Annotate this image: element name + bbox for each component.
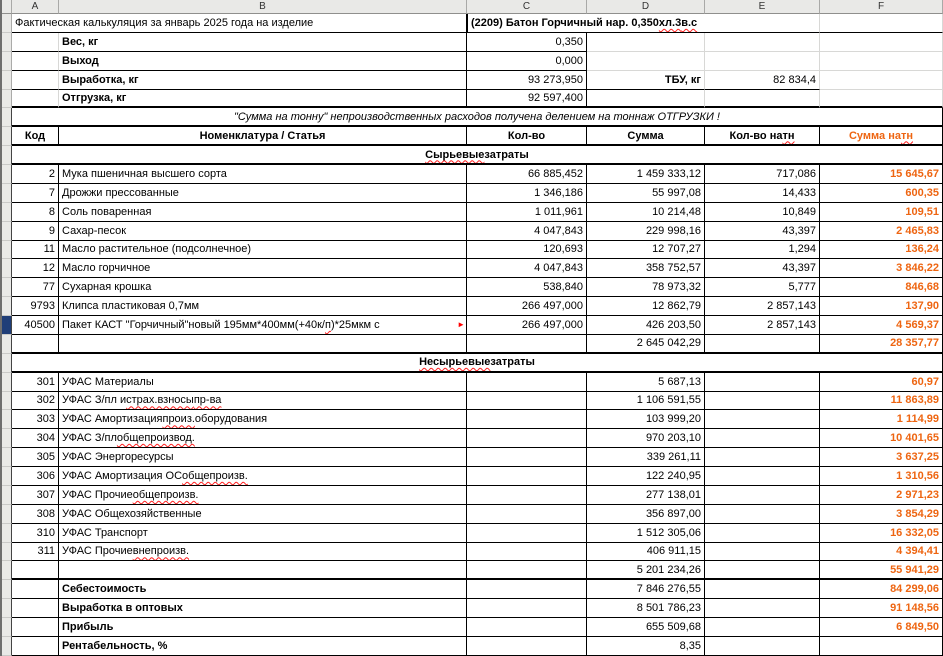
cell-qty[interactable]: [467, 467, 587, 486]
cell-sum[interactable]: 122 240,95: [587, 467, 705, 486]
row-header[interactable]: [2, 580, 12, 599]
empty-cell[interactable]: [467, 561, 587, 580]
table-row: [2, 429, 943, 448]
cell-qty[interactable]: [467, 505, 587, 524]
cell-qty-per-ton[interactable]: [705, 486, 820, 505]
cell-sum-per-ton[interactable]: 600,35: [820, 184, 943, 203]
cell-sum[interactable]: 12 862,79: [587, 297, 705, 316]
table-row: [2, 297, 943, 316]
cell-sum-per-ton[interactable]: 136,24: [820, 241, 943, 260]
summary-label-cell[interactable]: Рентабельность, %: [59, 637, 467, 656]
section-title-cell[interactable]: [12, 354, 943, 373]
cell-sum[interactable]: 1 459 333,12: [587, 165, 705, 184]
cell-sum-per-ton[interactable]: 11 863,89: [820, 392, 943, 411]
cell-sum-per-ton[interactable]: 1 310,56: [820, 467, 943, 486]
cell-qty[interactable]: [467, 448, 587, 467]
header-sum-per-ton[interactable]: [820, 127, 943, 146]
column-header-e[interactable]: E: [705, 0, 820, 14]
table-row: [2, 373, 943, 392]
info-value-cell[interactable]: 0,350: [467, 33, 587, 52]
cell-qty-per-ton[interactable]: 1,294: [705, 241, 820, 260]
row-header[interactable]: [2, 316, 12, 335]
section-total-row: [2, 561, 943, 580]
cell-qty[interactable]: 4 047,843: [467, 259, 587, 278]
cell-code[interactable]: 306: [12, 467, 59, 486]
table-row: [2, 543, 943, 562]
total-sum-per-ton-cell[interactable]: 28 357,77: [820, 335, 943, 354]
cell-qty-per-ton[interactable]: 10,849: [705, 203, 820, 222]
row-header[interactable]: [2, 108, 12, 127]
cell-code[interactable]: 302: [12, 392, 59, 411]
row-header[interactable]: [2, 543, 12, 562]
cell-qty-per-ton[interactable]: [705, 524, 820, 543]
table-row: [2, 410, 943, 429]
tbu-value-cell[interactable]: 82 834,4: [705, 71, 820, 90]
cell-code[interactable]: 40500: [12, 316, 59, 335]
column-header-band: [2, 0, 943, 14]
summary-sum-cell[interactable]: 8,35: [587, 637, 705, 656]
cell-code[interactable]: 11: [12, 241, 59, 260]
cell-name[interactable]: Сахар-песок: [59, 222, 467, 241]
summary-sum-per-ton-cell[interactable]: 6 849,50: [820, 618, 943, 637]
table-row: [2, 467, 943, 486]
info-row: [2, 33, 943, 52]
row-header[interactable]: [2, 165, 12, 184]
row-header[interactable]: [2, 33, 12, 52]
product-title-cell[interactable]: [467, 14, 820, 33]
table-row: [2, 392, 943, 411]
summary-sum-per-ton-cell[interactable]: 84 299,06: [820, 580, 943, 599]
table-row: [2, 448, 943, 467]
empty-cell[interactable]: [12, 33, 59, 52]
cell-code[interactable]: 311: [12, 543, 59, 562]
misspelled-text: произ.: [162, 413, 195, 426]
row-header[interactable]: [2, 392, 12, 411]
table-row: [2, 505, 943, 524]
row-header[interactable]: [2, 524, 12, 543]
cell-code[interactable]: 9: [12, 222, 59, 241]
row-header[interactable]: [2, 618, 12, 637]
empty-cell[interactable]: [467, 637, 587, 656]
row-header[interactable]: [2, 335, 12, 354]
total-sum-cell[interactable]: 2 645 042,29: [587, 335, 705, 354]
cell-qty[interactable]: [467, 486, 587, 505]
cell-qty-per-ton[interactable]: 2 857,143: [705, 316, 820, 335]
row-header[interactable]: [2, 429, 12, 448]
section-title-row: [2, 146, 943, 165]
misspelled-text: страх.взносы: [126, 394, 194, 407]
info-value-cell[interactable]: 93 273,950: [467, 71, 587, 90]
text: оборудования: [194, 413, 268, 426]
tbu-label-cell[interactable]: [587, 90, 705, 109]
cell-code[interactable]: 7: [12, 184, 59, 203]
row-header[interactable]: [2, 146, 12, 165]
row-header[interactable]: [2, 14, 12, 33]
cell-qty[interactable]: [467, 429, 587, 448]
table-row: [2, 203, 943, 222]
table-row: [2, 316, 943, 335]
misspelled-text: в.с: [681, 16, 698, 29]
row-header[interactable]: [2, 637, 12, 656]
summary-sum-per-ton-cell[interactable]: [820, 637, 943, 656]
cell-sum-per-ton[interactable]: 137,90: [820, 297, 943, 316]
cell-qty-per-ton[interactable]: [705, 392, 820, 411]
cell-sum[interactable]: 358 752,57: [587, 259, 705, 278]
cell-sum-per-ton[interactable]: 2 465,83: [820, 222, 943, 241]
empty-cell[interactable]: [12, 71, 59, 90]
cell-qty-per-ton[interactable]: 43,397: [705, 222, 820, 241]
cell-sum[interactable]: 426 203,50: [587, 316, 705, 335]
header-code[interactable]: Код: [12, 127, 59, 146]
cell-name[interactable]: Соль поваренная: [59, 203, 467, 222]
row-header[interactable]: [2, 561, 12, 580]
row-header[interactable]: [2, 241, 12, 260]
summary-label-cell[interactable]: Прибыль: [59, 618, 467, 637]
cell-name[interactable]: Мука пшеничная высшего сорта: [59, 165, 467, 184]
cell-sum[interactable]: 277 138,01: [587, 486, 705, 505]
misspelled-text: внепроизв.: [132, 545, 190, 558]
cell-name[interactable]: Клипса пластиковая 0,7мм: [59, 297, 467, 316]
row-header[interactable]: [2, 222, 12, 241]
cell-sum[interactable]: 406 911,15: [587, 543, 705, 562]
cell-sum[interactable]: 78 973,32: [587, 278, 705, 297]
column-header-f[interactable]: F: [820, 0, 943, 14]
empty-cell[interactable]: [820, 33, 943, 52]
text: затраты: [490, 356, 535, 369]
cell-name[interactable]: УФАС Материалы: [59, 373, 467, 392]
summary-row: [2, 618, 943, 637]
info-label-cell[interactable]: Вес, кг: [59, 33, 467, 52]
table-row: [2, 259, 943, 278]
table-header-row: [2, 127, 943, 146]
empty-cell[interactable]: [705, 637, 820, 656]
empty-cell[interactable]: [467, 599, 587, 618]
table-row: [2, 524, 943, 543]
cell-sum[interactable]: 55 997,08: [587, 184, 705, 203]
table-row: [2, 241, 943, 260]
empty-cell[interactable]: [12, 90, 59, 109]
cell-code[interactable]: 2: [12, 165, 59, 184]
cell-code[interactable]: 9793: [12, 297, 59, 316]
info-label-cell[interactable]: Выработка, кг: [59, 71, 467, 90]
empty-cell[interactable]: [820, 52, 943, 71]
cell-sum-per-ton[interactable]: 10 401,65: [820, 429, 943, 448]
summary-sum-cell[interactable]: 8 501 786,23: [587, 599, 705, 618]
empty-cell[interactable]: [12, 599, 59, 618]
column-header-c[interactable]: C: [467, 0, 587, 14]
cell-qty[interactable]: 4 047,843: [467, 222, 587, 241]
empty-cell[interactable]: [467, 618, 587, 637]
empty-cell[interactable]: [705, 580, 820, 599]
cell-qty[interactable]: [467, 392, 587, 411]
misspelled-text: Несырьевые: [419, 356, 491, 369]
info-value-cell[interactable]: 92 597,400: [467, 90, 587, 109]
cell-sum-per-ton[interactable]: 15 645,67: [820, 165, 943, 184]
cell-qty-per-ton[interactable]: [705, 505, 820, 524]
cell-sum-per-ton[interactable]: 4 394,41: [820, 543, 943, 562]
misspelled-text: общепроизв.: [182, 469, 248, 482]
cell-sum[interactable]: 356 897,00: [587, 505, 705, 524]
cell-qty-per-ton[interactable]: [705, 467, 820, 486]
total-sum-cell[interactable]: 5 201 234,26: [587, 561, 705, 580]
misspelled-text: Сырьевые: [425, 148, 485, 161]
sheet-body: [2, 14, 943, 656]
cell-name[interactable]: [59, 392, 467, 411]
cell-qty[interactable]: 266 497,000: [467, 297, 587, 316]
summary-row: [2, 637, 943, 656]
cell-qty[interactable]: 538,840: [467, 278, 587, 297]
row-header[interactable]: [2, 90, 12, 109]
text: Сумма на: [848, 129, 901, 142]
cell-code[interactable]: 8: [12, 203, 59, 222]
cell-name[interactable]: УФАС Транспорт: [59, 524, 467, 543]
empty-cell[interactable]: [12, 580, 59, 599]
row-header[interactable]: [2, 354, 12, 373]
row-header[interactable]: [2, 467, 12, 486]
cell-qty[interactable]: 66 885,452: [467, 165, 587, 184]
summary-row: [2, 580, 943, 599]
summary-sum-per-ton-cell[interactable]: 91 148,56: [820, 599, 943, 618]
cell-code[interactable]: 310: [12, 524, 59, 543]
column-header-d[interactable]: D: [587, 0, 705, 14]
empty-cell[interactable]: [820, 90, 943, 109]
summary-sum-cell[interactable]: 7 846 276,55: [587, 580, 705, 599]
text: Пакет КАСТ "Горчичный"новый 195мм*400мм(+40к/: [62, 318, 325, 331]
row-header[interactable]: [2, 297, 12, 316]
cell-code[interactable]: 77: [12, 278, 59, 297]
cell-name[interactable]: [59, 543, 467, 562]
header-sum[interactable]: Сумма: [587, 127, 705, 146]
empty-cell[interactable]: [820, 14, 943, 33]
tbu-label-cell[interactable]: [587, 52, 705, 71]
text: Кол-во на: [729, 129, 783, 142]
row-header[interactable]: [2, 184, 12, 203]
info-label-cell[interactable]: Отгрузка, кг: [59, 90, 467, 109]
table-row: [2, 165, 943, 184]
cell-qty-per-ton[interactable]: 717,086: [705, 165, 820, 184]
cell-sum[interactable]: 12 707,27: [587, 241, 705, 260]
cell-sum[interactable]: 1 512 305,06: [587, 524, 705, 543]
cell-sum-per-ton[interactable]: 2 971,23: [820, 486, 943, 505]
table-row: [2, 184, 943, 203]
info-row: [2, 52, 943, 71]
note-row: [2, 108, 943, 127]
row-header[interactable]: [2, 410, 12, 429]
tbu-label-cell[interactable]: ТБУ, кг: [587, 71, 705, 90]
cell-sum-per-ton[interactable]: 3 846,22: [820, 259, 943, 278]
empty-cell[interactable]: [12, 561, 59, 580]
tbu-label-cell[interactable]: [587, 33, 705, 52]
summary-label-cell[interactable]: Выработка в оптовых: [59, 599, 467, 618]
empty-cell[interactable]: [467, 580, 587, 599]
cell-name[interactable]: [59, 486, 467, 505]
select-all-corner[interactable]: [2, 0, 12, 14]
section-title-row: [2, 354, 943, 373]
row-header[interactable]: [2, 259, 12, 278]
misspelled-text: пр-ва: [193, 394, 222, 407]
column-header-a[interactable]: A: [12, 0, 59, 14]
cell-name[interactable]: Сухарная крошка: [59, 278, 467, 297]
cell-sum[interactable]: 10 214,48: [587, 203, 705, 222]
text: УФАС Прочие: [62, 488, 133, 501]
section-title-cell[interactable]: [12, 146, 943, 165]
misspelled-text: общепроизв.: [132, 488, 199, 501]
cell-qty[interactable]: [467, 524, 587, 543]
cell-sum-per-ton[interactable]: 1 114,99: [820, 410, 943, 429]
cell-sum[interactable]: 339 261,11: [587, 448, 705, 467]
row-header[interactable]: [2, 599, 12, 618]
empty-cell[interactable]: [12, 52, 59, 71]
text: (2209) Батон Горчичный нар. 0,350: [471, 16, 659, 29]
cell-sum-per-ton[interactable]: 3 637,25: [820, 448, 943, 467]
empty-cell[interactable]: [705, 599, 820, 618]
header-name[interactable]: Номенклатура / Статья: [59, 127, 467, 146]
header-qty[interactable]: Кол-во: [467, 127, 587, 146]
cell-qty-per-ton[interactable]: [705, 429, 820, 448]
column-header-b[interactable]: B: [59, 0, 467, 14]
summary-label-cell[interactable]: Себестоимость: [59, 580, 467, 599]
misspelled-text: тн: [900, 129, 913, 142]
row-header[interactable]: [2, 71, 12, 90]
cell-name[interactable]: УФАС Энергоресурсы: [59, 448, 467, 467]
cell-qty[interactable]: [467, 373, 587, 392]
info-row: [2, 90, 943, 109]
cell-code[interactable]: 304: [12, 429, 59, 448]
header-qty-per-ton[interactable]: [705, 127, 820, 146]
cell-sum-per-ton[interactable]: 16 332,05: [820, 524, 943, 543]
cell-name[interactable]: Масло растительное (подсолнечное): [59, 241, 467, 260]
cell-qty-per-ton[interactable]: [705, 448, 820, 467]
cell-qty-per-ton[interactable]: [705, 543, 820, 562]
empty-cell[interactable]: [12, 637, 59, 656]
text: )*25мкм с: [330, 318, 380, 331]
text: УФАС Амортизация ОС: [62, 469, 183, 482]
cell-qty[interactable]: 1 346,186: [467, 184, 587, 203]
row-header[interactable]: [2, 486, 12, 505]
info-label-cell[interactable]: Выход: [59, 52, 467, 71]
tbu-value-cell[interactable]: [705, 33, 820, 52]
total-sum-per-ton-cell[interactable]: 55 941,29: [820, 561, 943, 580]
text: УФАС З/пл: [62, 432, 117, 445]
table-row: [2, 486, 943, 505]
cell-sum[interactable]: 5 687,13: [587, 373, 705, 392]
cell-code[interactable]: 12: [12, 259, 59, 278]
cell-sum[interactable]: 103 999,20: [587, 410, 705, 429]
cell-code[interactable]: 301: [12, 373, 59, 392]
section-total-row: [2, 335, 943, 354]
cell-qty[interactable]: 1 011,961: [467, 203, 587, 222]
empty-cell[interactable]: [705, 618, 820, 637]
table-row: [2, 222, 943, 241]
cell-sum[interactable]: 970 203,10: [587, 429, 705, 448]
misspelled-text: хл.3: [658, 16, 682, 29]
row-header[interactable]: [2, 52, 12, 71]
text: УФАС Амортизация: [62, 413, 163, 426]
tbu-value-cell[interactable]: [705, 90, 820, 109]
misspelled-text: тн: [782, 129, 795, 142]
title-row: [2, 14, 943, 33]
cell-code[interactable]: 303: [12, 410, 59, 429]
cell-qty[interactable]: [467, 543, 587, 562]
cell-sum-per-ton[interactable]: 3 854,29: [820, 505, 943, 524]
cell-name[interactable]: [59, 410, 467, 429]
text: УФАС Прочие: [62, 545, 133, 558]
text: затраты: [484, 148, 529, 161]
note-cell[interactable]: "Сумма на тонну" непроизводственных расходов получена делением на тоннаж ОТГРУЗКИ !: [12, 108, 943, 127]
cell-qty-per-ton[interactable]: 14,433: [705, 184, 820, 203]
cell-qty-per-ton[interactable]: 43,397: [705, 259, 820, 278]
text-overflow-marker: ►: [457, 319, 465, 329]
row-header[interactable]: [2, 127, 12, 146]
table-row: [2, 278, 943, 297]
cell-sum[interactable]: 229 998,16: [587, 222, 705, 241]
misspelled-text: п: [325, 318, 331, 331]
cell-sum-per-ton[interactable]: 846,68: [820, 278, 943, 297]
cell-code[interactable]: 308: [12, 505, 59, 524]
cell-name[interactable]: [59, 316, 467, 335]
cell-sum-per-ton[interactable]: 109,51: [820, 203, 943, 222]
cell-name[interactable]: [59, 467, 467, 486]
row-header[interactable]: [2, 448, 12, 467]
doc-title-cell[interactable]: Фактическая калькуляция за январь 2025 года на изделие: [12, 14, 467, 33]
info-row: [2, 71, 943, 90]
empty-cell[interactable]: [12, 618, 59, 637]
info-value-cell[interactable]: 0,000: [467, 52, 587, 71]
empty-cell[interactable]: [59, 561, 467, 580]
cell-qty-per-ton[interactable]: [705, 410, 820, 429]
empty-cell[interactable]: [12, 335, 59, 354]
row-header[interactable]: [2, 278, 12, 297]
text: УФАС З/пл и: [62, 394, 127, 407]
empty-cell[interactable]: [705, 561, 820, 580]
misspelled-text: общепроизвод.: [116, 432, 195, 445]
row-header[interactable]: [2, 203, 12, 222]
summary-row: [2, 599, 943, 618]
cell-sum-per-ton[interactable]: 4 569,37: [820, 316, 943, 335]
tbu-value-cell[interactable]: [705, 52, 820, 71]
cell-qty[interactable]: 120,693: [467, 241, 587, 260]
cell-qty-per-ton[interactable]: [705, 373, 820, 392]
empty-cell[interactable]: [59, 335, 467, 354]
cell-code[interactable]: 305: [12, 448, 59, 467]
cell-qty-per-ton[interactable]: 5,777: [705, 278, 820, 297]
cell-qty-per-ton[interactable]: 2 857,143: [705, 297, 820, 316]
empty-cell[interactable]: [467, 335, 587, 354]
cell-qty[interactable]: [467, 410, 587, 429]
cell-name[interactable]: Масло горчичное: [59, 259, 467, 278]
cell-qty[interactable]: 266 497,000: [467, 316, 587, 335]
row-header[interactable]: [2, 373, 12, 392]
cell-name[interactable]: УФАС Общехозяйственные: [59, 505, 467, 524]
cell-name[interactable]: [59, 429, 467, 448]
cell-sum-per-ton[interactable]: 60,97: [820, 373, 943, 392]
empty-cell[interactable]: [705, 335, 820, 354]
empty-cell[interactable]: [820, 71, 943, 90]
cell-sum[interactable]: 1 106 591,55: [587, 392, 705, 411]
cell-code[interactable]: 307: [12, 486, 59, 505]
row-header[interactable]: [2, 505, 12, 524]
cell-name[interactable]: Дрожжи прессованные: [59, 184, 467, 203]
summary-sum-cell[interactable]: 655 509,68: [587, 618, 705, 637]
